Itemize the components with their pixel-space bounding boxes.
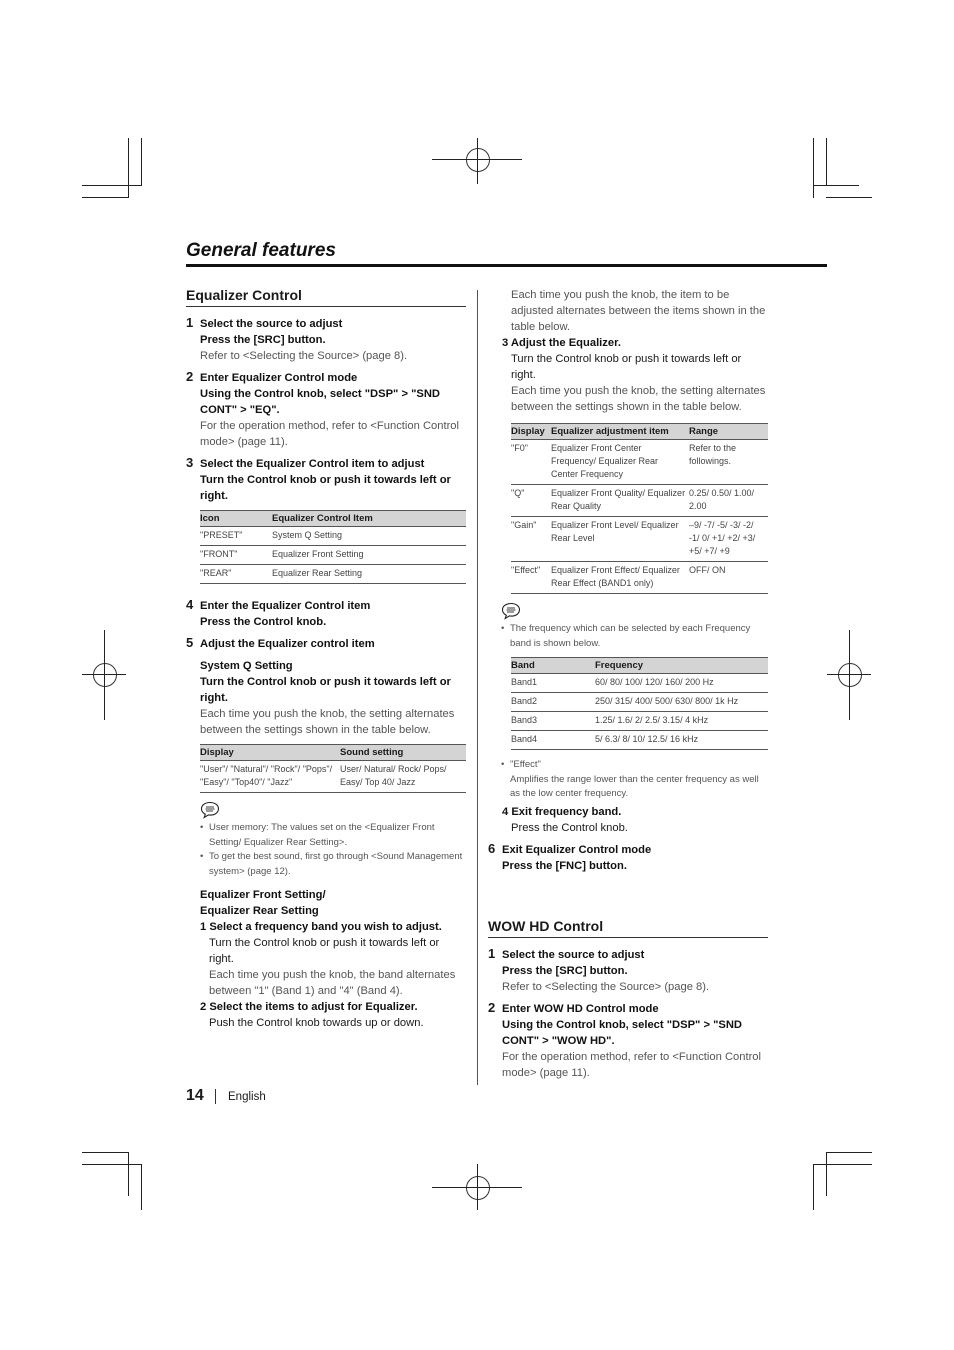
step-title: Enter WOW HD Control mode [502,1002,659,1015]
table-cell: "REAR" [200,565,272,584]
subheading-system-q: System Q Setting [200,660,293,672]
table-cell: Band2 [511,693,595,712]
step-description: Each time you push the knob, the setting alternates between the settings shown in the table below. [200,708,455,736]
substep-title: 3 Adjust the Equalizer. [502,337,621,349]
step-reference: For the operation method, refer to <Function Control mode> (page 11). [502,1050,762,1079]
table-row [200,546,466,565]
table-row [200,761,466,793]
step-number: 5 [186,635,194,650]
page-title: General features [186,240,336,261]
step-title: Exit Equalizer Control mode [502,843,652,856]
step-instruction: Press the [SRC] button. [502,964,628,977]
table-cell: "F0" [511,440,551,485]
table-cell: Band1 [511,674,595,693]
sound-setting-table [200,744,466,793]
table-row [511,517,768,562]
note-speech-icon [200,801,220,819]
step-number: 4 [186,597,194,612]
step-6 [488,842,768,874]
table-header: Frequency [595,658,768,674]
table-cell: Band3 [511,712,595,731]
step-2 [186,370,466,450]
frequency-band-table [511,657,768,750]
step-number: 3 [186,455,194,470]
table-header: Icon [200,511,272,527]
step-reference: Refer to <Selecting the Source> (page 8). [200,350,408,362]
step-reference: For the operation method, refer to <Function Control mode> (page 11). [200,420,460,448]
step-instruction: Press the [FNC] button. [502,859,627,872]
table-row [511,712,768,731]
table-cell: "Q" [511,485,551,517]
step-reference: Refer to <Selecting the Source> (page 8). [502,980,710,993]
table-cell: Equalizer Front Quality/ Equalizer Rear Quality [551,485,689,517]
note-text: Amplifies the range lower than the center frequency as well as the low center frequency. [510,773,759,799]
notes-list [200,821,466,879]
table-cell: 5/ 6.3/ 8/ 10/ 12.5/ 16 kHz [595,731,768,750]
step-number: 2 [488,999,496,1015]
footer-separator [215,1089,216,1104]
table-row [511,731,768,750]
wow-step-1 [488,947,768,995]
table-cell: System Q Setting [272,527,466,546]
step-number: 2 [186,369,194,384]
note-speech-icon [501,602,521,620]
table-cell: Equalizer Rear Setting [272,565,466,584]
table-cell: Equalizer Front Center Frequency/ Equalizer Rear Center Frequency [551,440,689,485]
table-cell: 0.25/ 0.50/ 1.00/ 2.00 [689,485,768,517]
section-title-wow-hd: WOW HD Control [488,918,768,938]
right-column [488,287,768,1081]
substep-instruction: Push the Control knob towards up or down. [209,1017,424,1029]
step-instruction: Turn the Control knob or push it towards left or right. [200,474,451,502]
table-row [200,565,466,584]
step-3 [186,456,466,504]
subheading-eq-rear: Equalizer Rear Setting [200,905,319,917]
table-cell: Refer to the followings. [689,440,768,485]
note-item: • User memory: The values set on the <Equalizer Front Setting/ Equalizer Rear Setting>. [200,821,466,850]
intro-text: Each time you push the knob, the item to be adjusted alternates between the items shown in the table below. [511,289,766,333]
table-row [511,440,768,485]
step-instruction: Press the [SRC] button. [200,334,326,346]
step-instruction: Using the Control knob, select "DSP" > "SND CONT" > "EQ". [200,388,441,416]
table-header: Equalizer adjustment item [551,424,689,440]
step-title: Enter Equalizer Control mode [200,372,358,384]
step-number: 1 [488,945,496,961]
table-header: Display [200,745,340,761]
table-cell: "User"/ "Natural"/ "Rock"/ "Pops"/ "Easy"/ "Top40"/ "Jazz" [200,761,340,793]
step-title: Select the Equalizer Control item to adjust [200,458,425,470]
notes-list [501,622,768,651]
table-cell: Equalizer Front Level/ Equalizer Rear Level [551,517,689,562]
table-row [511,674,768,693]
table-row [511,485,768,517]
step-title: Select the source to adjust [502,948,645,961]
table-cell: 60/ 80/ 100/ 120/ 160/ 200 Hz [595,674,768,693]
table-cell: Equalizer Front Setting [272,546,466,565]
substep-instruction: Turn the Control knob or push it towards left or right. [209,937,440,965]
substep-title: 4 Exit frequency band. [502,805,622,818]
table-header: Sound setting [340,745,466,761]
note-item: • The frequency which can be selected by each Frequency band is shown below. [501,622,768,651]
table-cell: –9/ -7/ -5/ -3/ -2/ -1/ 0/ +1/ +2/ +3/ +5/ +7/ +9 [689,517,768,562]
substep-title: 1 Select a frequency band you wish to adjust. [200,921,442,933]
left-column [186,287,466,1031]
subheading-eq-front: Equalizer Front Setting/ [200,889,326,901]
step-5 [186,636,466,738]
note-item: • To get the best sound, first go through <Sound Management system> (page 12). [200,850,466,879]
substep-description: Each time you push the knob, the band alternates between "1" (Band 1) and "4" (Band 4). [209,969,456,997]
step-title: Enter the Equalizer Control item [200,600,371,612]
note-title: • "Effect" [510,759,541,770]
table-header: Display [511,424,551,440]
step-instruction: Press the Control knob. [200,616,327,628]
step-instruction: Turn the Control knob or push it towards left or right. [200,676,451,704]
substep-title: 2 Select the items to adjust for Equalizer. [200,1001,418,1013]
note-item [501,758,768,802]
table-cell: Equalizer Front Effect/ Equalizer Rear Effect (BAND1 only) [551,562,689,594]
step-number: 6 [488,840,496,856]
step-4 [186,598,466,630]
table-cell: 250/ 315/ 400/ 500/ 630/ 800/ 1k Hz [595,693,768,712]
table-header: Equalizer Control Item [272,511,466,527]
equalizer-item-table [200,510,466,584]
table-row [511,562,768,594]
step-instruction: Using the Control knob, select "DSP" > "SND CONT" > "WOW HD". [502,1018,743,1047]
table-cell: 1.25/ 1.6/ 2/ 2.5/ 3.15/ 4 kHz [595,712,768,731]
step-1 [186,316,466,364]
table-row [200,527,466,546]
page-number: 14 [186,1087,204,1104]
table-cell: OFF/ ON [689,562,768,594]
step-title: Adjust the Equalizer control item [200,638,375,650]
table-header: Range [689,424,768,440]
table-header: Band [511,658,595,674]
footer-language: English [228,1091,266,1103]
table-cell: "PRESET" [200,527,272,546]
substep-instruction: Turn the Control knob or push it towards left or right. [511,353,742,381]
substep-description: Each time you push the knob, the setting alternates between the settings shown in the table below. [511,385,766,413]
step-title: Select the source to adjust [200,318,343,330]
section-title-equalizer: Equalizer Control [186,287,466,307]
table-cell: User/ Natural/ Rock/ Pops/ Easy/ Top 40/ Jazz [340,761,466,793]
effect-note [501,758,768,802]
table-cell: Band4 [511,731,595,750]
substep-instruction: Press the Control knob. [511,821,628,834]
table-row [511,693,768,712]
equalizer-adjustment-table [511,423,768,594]
table-cell: "FRONT" [200,546,272,565]
table-cell: "Gain" [511,517,551,562]
step-number: 1 [186,315,194,330]
title-rule [186,264,827,267]
table-cell: "Effect" [511,562,551,594]
column-divider [477,290,478,1085]
wow-step-2 [488,1001,768,1081]
